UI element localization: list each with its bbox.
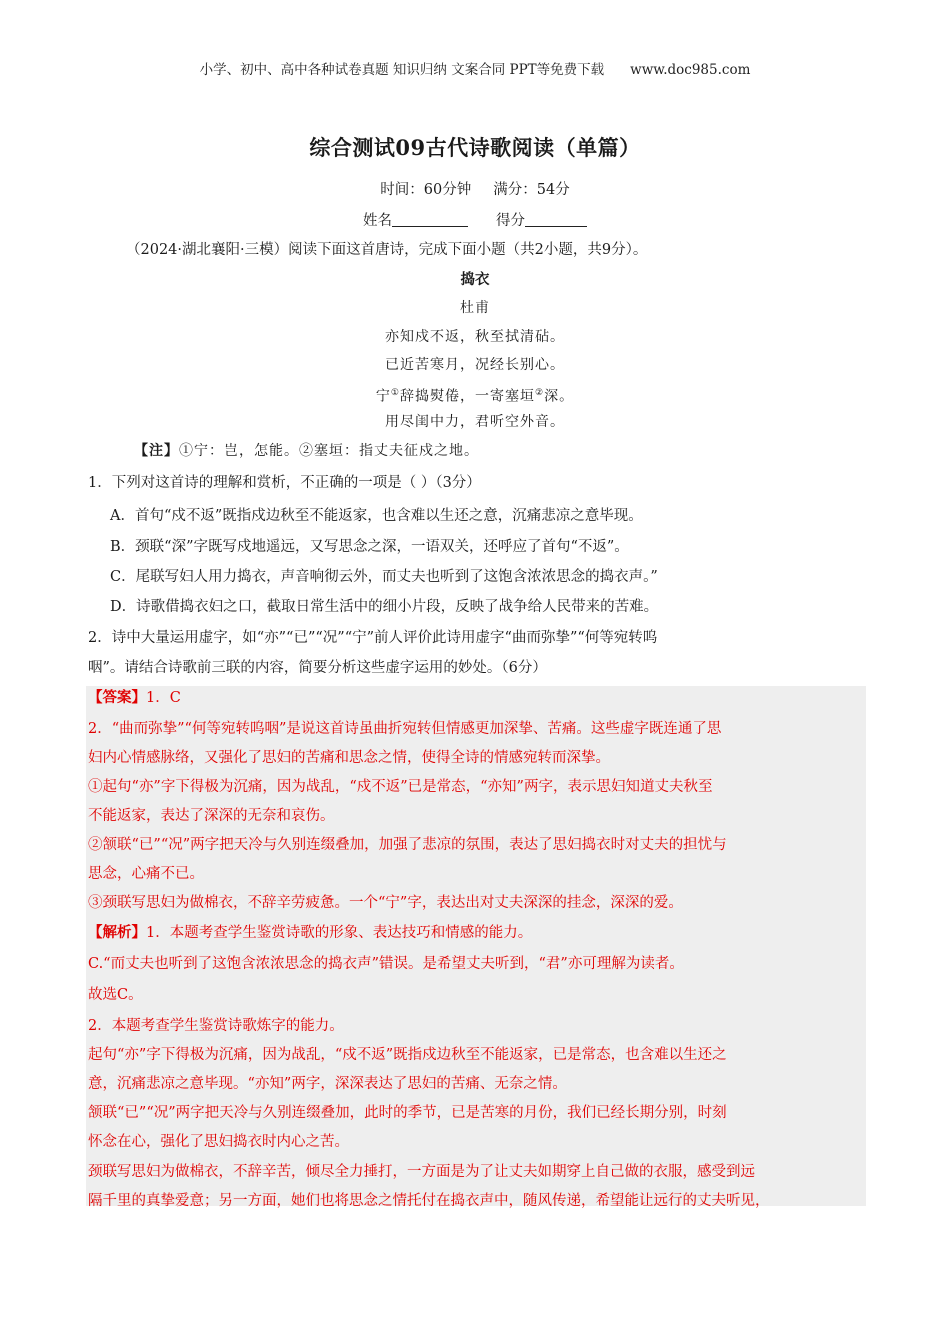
- poem-note: [134, 441, 479, 461]
- score-blank: [525, 212, 587, 227]
- answer-line: 不能返家，表达了深深的无奈和哀伤。: [88, 808, 335, 824]
- answer-line: 妇内心情感脉络，又强化了思妇的苦痛和思念之情，使得全诗的情感宛转而深挚。: [88, 750, 610, 766]
- analysis-first: 1．本题考查学生鉴赏诗歌的形象、表达技巧和情感的能力。: [146, 925, 533, 941]
- answer-line: 2．“曲而弥挚”“何等宛转呜咽”是说这首诗虽曲折宛转但情感更加深挚、苦痛。这些虚字既连通了思: [88, 721, 722, 737]
- poem-title: 捣衣: [460, 271, 490, 288]
- answer-line: ②颔联“已”“况”两字把天冷与久别连缀叠加，加强了悲凉的氛围，表达了思妇捣衣时对丈夫的担忧与: [88, 837, 727, 853]
- question-1-stem: 1．下列对这首诗的理解和赏析，不正确的一项是（ ）（3分）: [88, 475, 481, 491]
- intro-text: （2024·湖北襄阳·三模）阅读下面这首唐诗，完成下面小题（共2小题，共9分）。: [126, 242, 648, 258]
- analysis-line: 怀念在心，强化了思妇捣衣时内心之苦。: [88, 1134, 349, 1150]
- answer-line: 思念，心痛不已。: [88, 866, 204, 882]
- analysis-line: 故选C。: [88, 987, 143, 1003]
- exam-meta: [0, 178, 950, 199]
- analysis-line: 颈联写思妇为做棉衣，不辞辛苦，倾尽全力捶打，一方面是为了让丈夫如期穿上自己做的衣服，感受到远: [88, 1164, 755, 1180]
- name-blank: [392, 212, 468, 227]
- time-limit: 时间：60分钟: [380, 182, 472, 198]
- note-text: ①宁：岂，怎能。②塞垣：指丈夫征戍之地。: [179, 443, 479, 459]
- header-text: 小学、初中、高中各种试卷真题 知识归纳 文案合同 PPT等免费下载: [199, 62, 605, 78]
- question-2-line-1: 2．诗中大量运用虚字，如“亦”“已”“况”“宁”前人评价此诗用虚字“曲而弥挚”“何等宛转呜: [88, 630, 658, 646]
- analysis-label: 【解析】: [88, 924, 146, 941]
- score-label: 得分: [496, 213, 525, 229]
- answer-heading: [88, 688, 181, 708]
- page-header: [0, 58, 950, 78]
- analysis-line: 起句“亦”字下得极为沉痛，因为战乱，“戍不返”既指戍边秋至不能返家，已是常态，也含难以生还之: [88, 1047, 727, 1063]
- name-label: 姓名: [363, 213, 392, 229]
- question-1-option-a: A．首句“戍不返”既指戍边秋至不能返家，也含难以生还之意，沉痛悲凉之意毕现。: [110, 508, 643, 524]
- poem-line-1: 亦知戍不返，秋至拭清砧。: [385, 329, 565, 345]
- document-title: 综合测试09古代诗歌阅读（单篇）: [309, 135, 641, 160]
- answer-label: 【答案】: [88, 689, 146, 706]
- question-1-option-b: B．颈联“深”字既写戍地遥远，又写思念之深，一语双关，还呼应了首句“不返”。: [110, 539, 629, 555]
- question-1-option-d: D．诗歌借捣衣妇之口，截取日常生活中的细小片段，反映了战争给人民带来的苦难。: [110, 599, 659, 615]
- student-info: [0, 209, 950, 230]
- analysis-heading: [88, 923, 532, 943]
- question-2-line-2: 咽”。请结合诗歌前三联的内容，简要分析这些虚字运用的妙处。（6分）: [88, 660, 547, 676]
- poem-line-3: 宁①辞捣熨倦，一寄塞垣②深。: [375, 388, 575, 405]
- answer-line: ③颈联写思妇为做棉衣，不辞辛劳疲惫。一个“宁”字，表达出对丈夫深深的挂念，深深的爱。: [88, 895, 683, 911]
- full-score: 满分：54分: [493, 182, 570, 198]
- analysis-line: 意，沉痛悲凉之意毕现。“亦知”两字，深深表达了思妇的苦痛、无奈之情。: [88, 1076, 567, 1092]
- analysis-line: 2．本题考查学生鉴赏诗歌炼字的能力。: [88, 1018, 344, 1034]
- analysis-line: 颔联“已”“况”两字把天冷与久别连缀叠加，此时的季节，已是苦寒的月份，我们已经长期分别，时刻: [88, 1105, 727, 1121]
- answer-line: ①起句“亦”字下得极为沉痛，因为战乱，“戍不返”已是常态，“亦知”两字，表示思妇知道丈夫秋至: [88, 779, 713, 795]
- poem-line-4: 用尽闺中力，君听空外音。: [385, 414, 565, 430]
- analysis-line: C.“而丈夫也听到了这饱含浓浓思念的捣衣声”错误。是希望丈夫听到，“君”亦可理解为读者。: [88, 956, 684, 972]
- analysis-line: 隔千里的真挚爱意；另一方面，她们也将思念之情托付在捣衣声中，随风传递，希望能让远行的丈夫听见，: [88, 1193, 770, 1209]
- answer-q1: 1．C: [146, 690, 181, 706]
- question-1-option-c: C．尾联写妇人用力捣衣，声音响彻云外，而丈夫也听到了这饱含浓浓思念的捣衣声。”: [110, 569, 658, 585]
- poem-line-2: 已近苦寒月，况经长别心。: [385, 357, 565, 373]
- poem-author: 杜甫: [460, 300, 490, 316]
- note-label: 【注】: [134, 443, 179, 459]
- header-site-link[interactable]: www.doc985.com: [630, 62, 751, 78]
